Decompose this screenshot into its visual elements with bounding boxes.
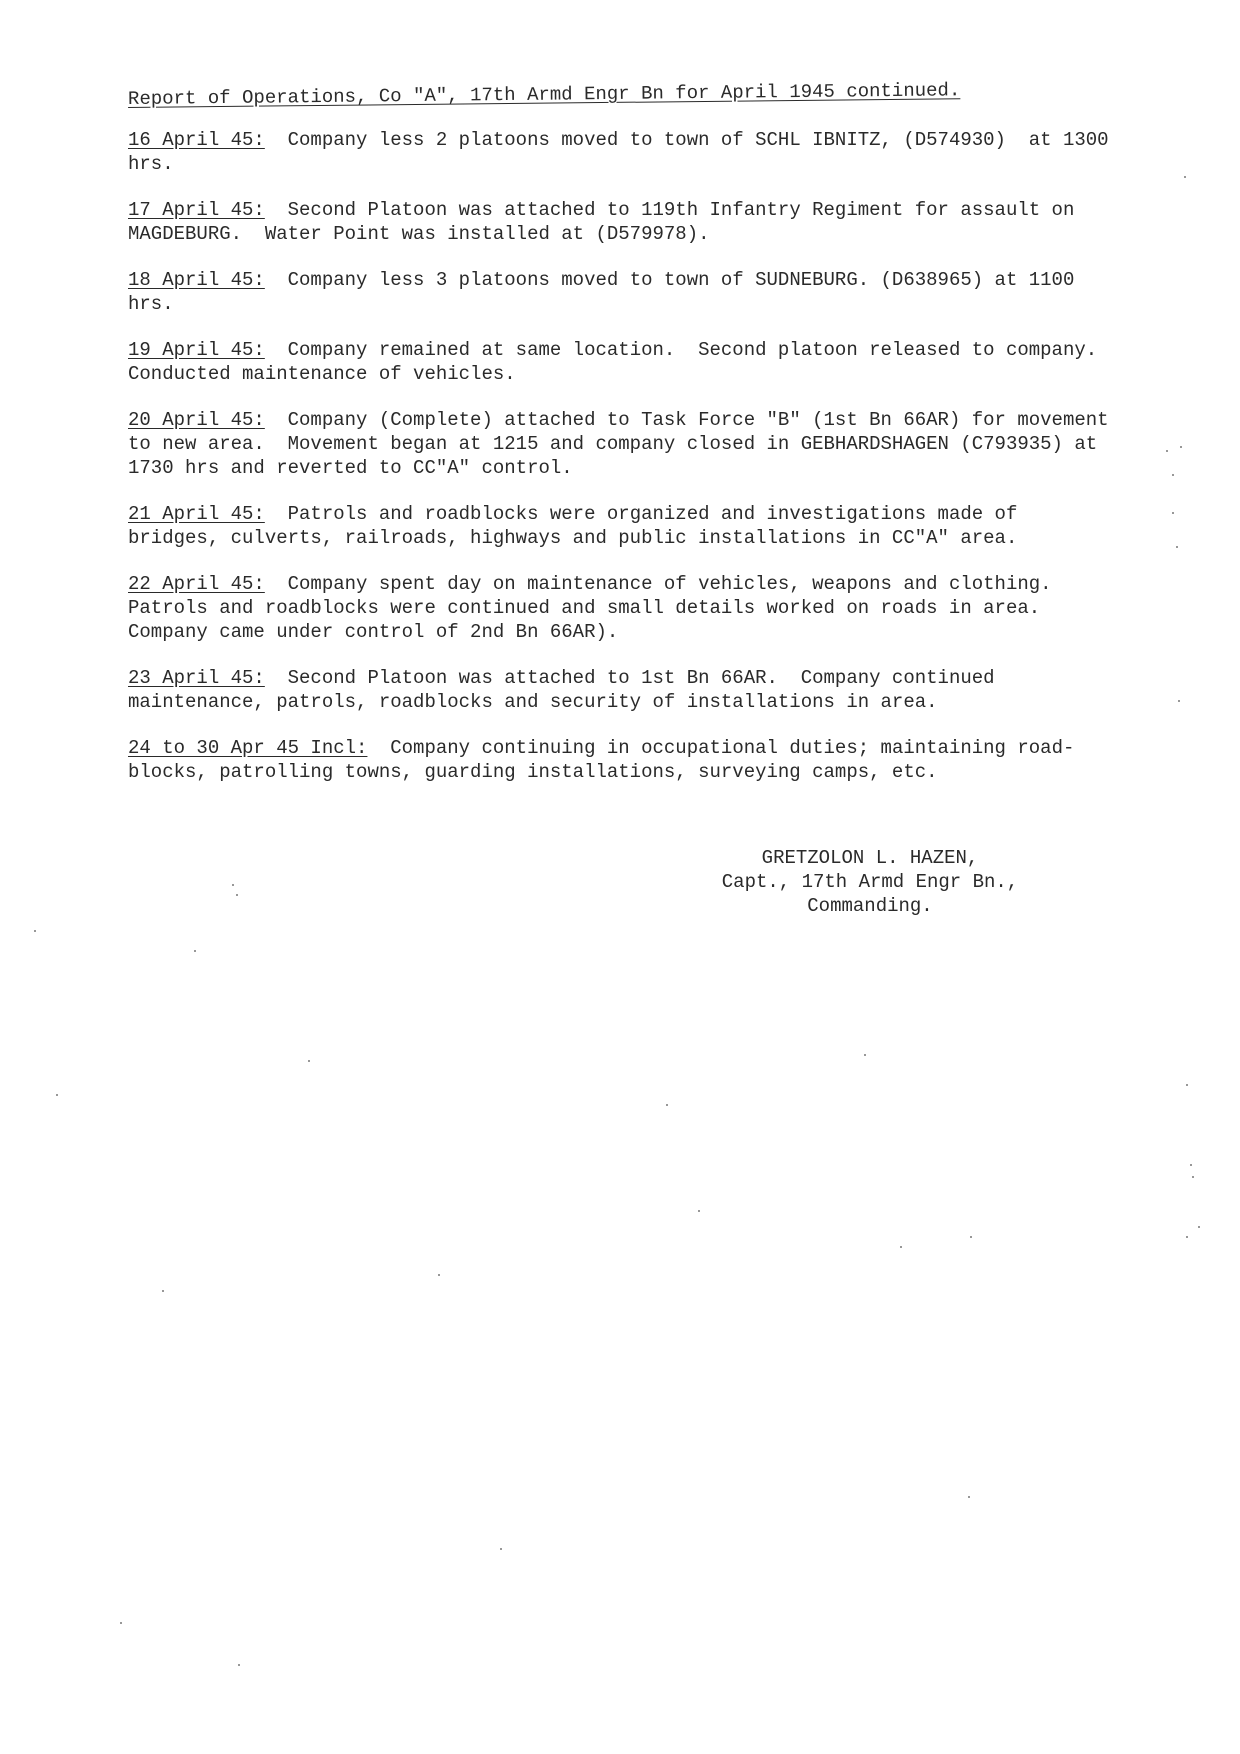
entry-date: 20 April 45:: [128, 409, 265, 431]
scan-speck: [864, 1054, 866, 1056]
entry-date: 19 April 45:: [128, 339, 265, 361]
entry-text: Second Platoon was attached to 119th Infantry Regiment for assault on MAGDEBURG. Water Point was installed at (D579978).: [128, 199, 1086, 245]
scan-speck: [238, 1664, 240, 1666]
scan-speck: [34, 930, 36, 932]
scan-speck: [1184, 176, 1186, 178]
scan-speck: [1172, 512, 1174, 514]
scan-speck: [1192, 1176, 1194, 1178]
scan-speck: [500, 1548, 502, 1550]
entry-date: 24 to 30 Apr 45 Incl:: [128, 737, 368, 759]
entry-date: 22 April 45:: [128, 573, 265, 595]
log-entry-20-april: [128, 408, 1118, 480]
entry-text: Second Platoon was attached to 1st Bn 66AR. Company continued maintenance, patrols, roadblocks and security of installations in area.: [128, 667, 1006, 713]
scan-speck: [698, 1210, 700, 1212]
log-entry-17-april: [128, 198, 1118, 246]
entry-date: 17 April 45:: [128, 199, 265, 221]
entry-date: 21 April 45:: [128, 503, 265, 525]
scan-speck: [236, 894, 238, 896]
entry-text: Company (Complete) attached to Task Force "B" (1st Bn 66AR) for movement to new area. Movement began at 1215 and company closed in GEBHARDSHAGEN (C793935) at 1730 hrs and reverted to CC"A" control.: [128, 409, 1120, 479]
scan-speck: [194, 950, 196, 952]
entry-text: Company remained at same location. Second platoon released to company. Conducted maintenance of vehicles.: [128, 339, 1109, 385]
scan-speck: [1178, 700, 1180, 702]
scan-speck: [1186, 1236, 1188, 1238]
scan-speck: [1198, 1226, 1200, 1228]
scan-speck: [56, 1094, 58, 1096]
signature-block: [700, 846, 1040, 918]
entry-date: 18 April 45:: [128, 269, 265, 291]
scan-speck: [968, 1496, 970, 1498]
document-title: Report of Operations, Co "A", 17th Armd Engr Bn for April 1945 continued.: [127, 79, 961, 110]
entry-date: 16 April 45:: [128, 129, 265, 151]
scan-speck: [438, 1274, 440, 1276]
entry-date: 23 April 45:: [128, 667, 265, 689]
scan-speck: [1166, 450, 1168, 452]
log-entry-18-april: [128, 268, 1118, 316]
entry-text: Company less 2 platoons moved to town of SCHL IBNITZ, (D574930) at 1300 hrs.: [128, 129, 1120, 175]
scan-speck: [1180, 446, 1182, 448]
scan-speck: [162, 1290, 164, 1292]
log-entry-21-april: [128, 502, 1118, 550]
entry-text: Patrols and roadblocks were organized and investigations made of bridges, culverts, railroads, highways and public installations in CC"A" area.: [128, 503, 1029, 549]
signer-role: Commanding.: [807, 895, 933, 917]
scan-speck: [900, 1246, 902, 1248]
entry-text: Company less 3 platoons moved to town of SUDNEBURG. (D638965) at 1100 hrs.: [128, 269, 1086, 315]
scan-speck: [308, 1060, 310, 1062]
signer-name: GRETZOLON L. HAZEN,: [761, 847, 979, 869]
scan-speck: [666, 1104, 668, 1106]
scan-speck: [232, 884, 234, 886]
entry-text: Company continuing in occupational duties; maintaining road-blocks, patrolling towns, guarding installations, surveying camps, etc.: [128, 737, 1075, 783]
scan-speck: [1172, 474, 1174, 476]
log-entry-16-april: [128, 128, 1118, 176]
scan-speck: [970, 1236, 972, 1238]
scan-speck: [120, 1622, 122, 1624]
signer-rank: Capt., 17th Armd Engr Bn.,: [721, 871, 1019, 893]
log-entry-22-april: [128, 572, 1118, 644]
scan-speck: [1190, 1164, 1192, 1166]
log-entry-24-30-april: [128, 736, 1118, 784]
scan-speck: [1176, 546, 1178, 548]
scan-speck: [1186, 1084, 1188, 1086]
entry-text: Company spent day on maintenance of vehicles, weapons and clothing. Patrols and roadblocks were continued and small details worked on roads in area. Company came under control of 2nd Bn 66AR).: [128, 573, 1063, 643]
log-entry-23-april: [128, 666, 1118, 714]
log-entry-19-april: [128, 338, 1118, 386]
